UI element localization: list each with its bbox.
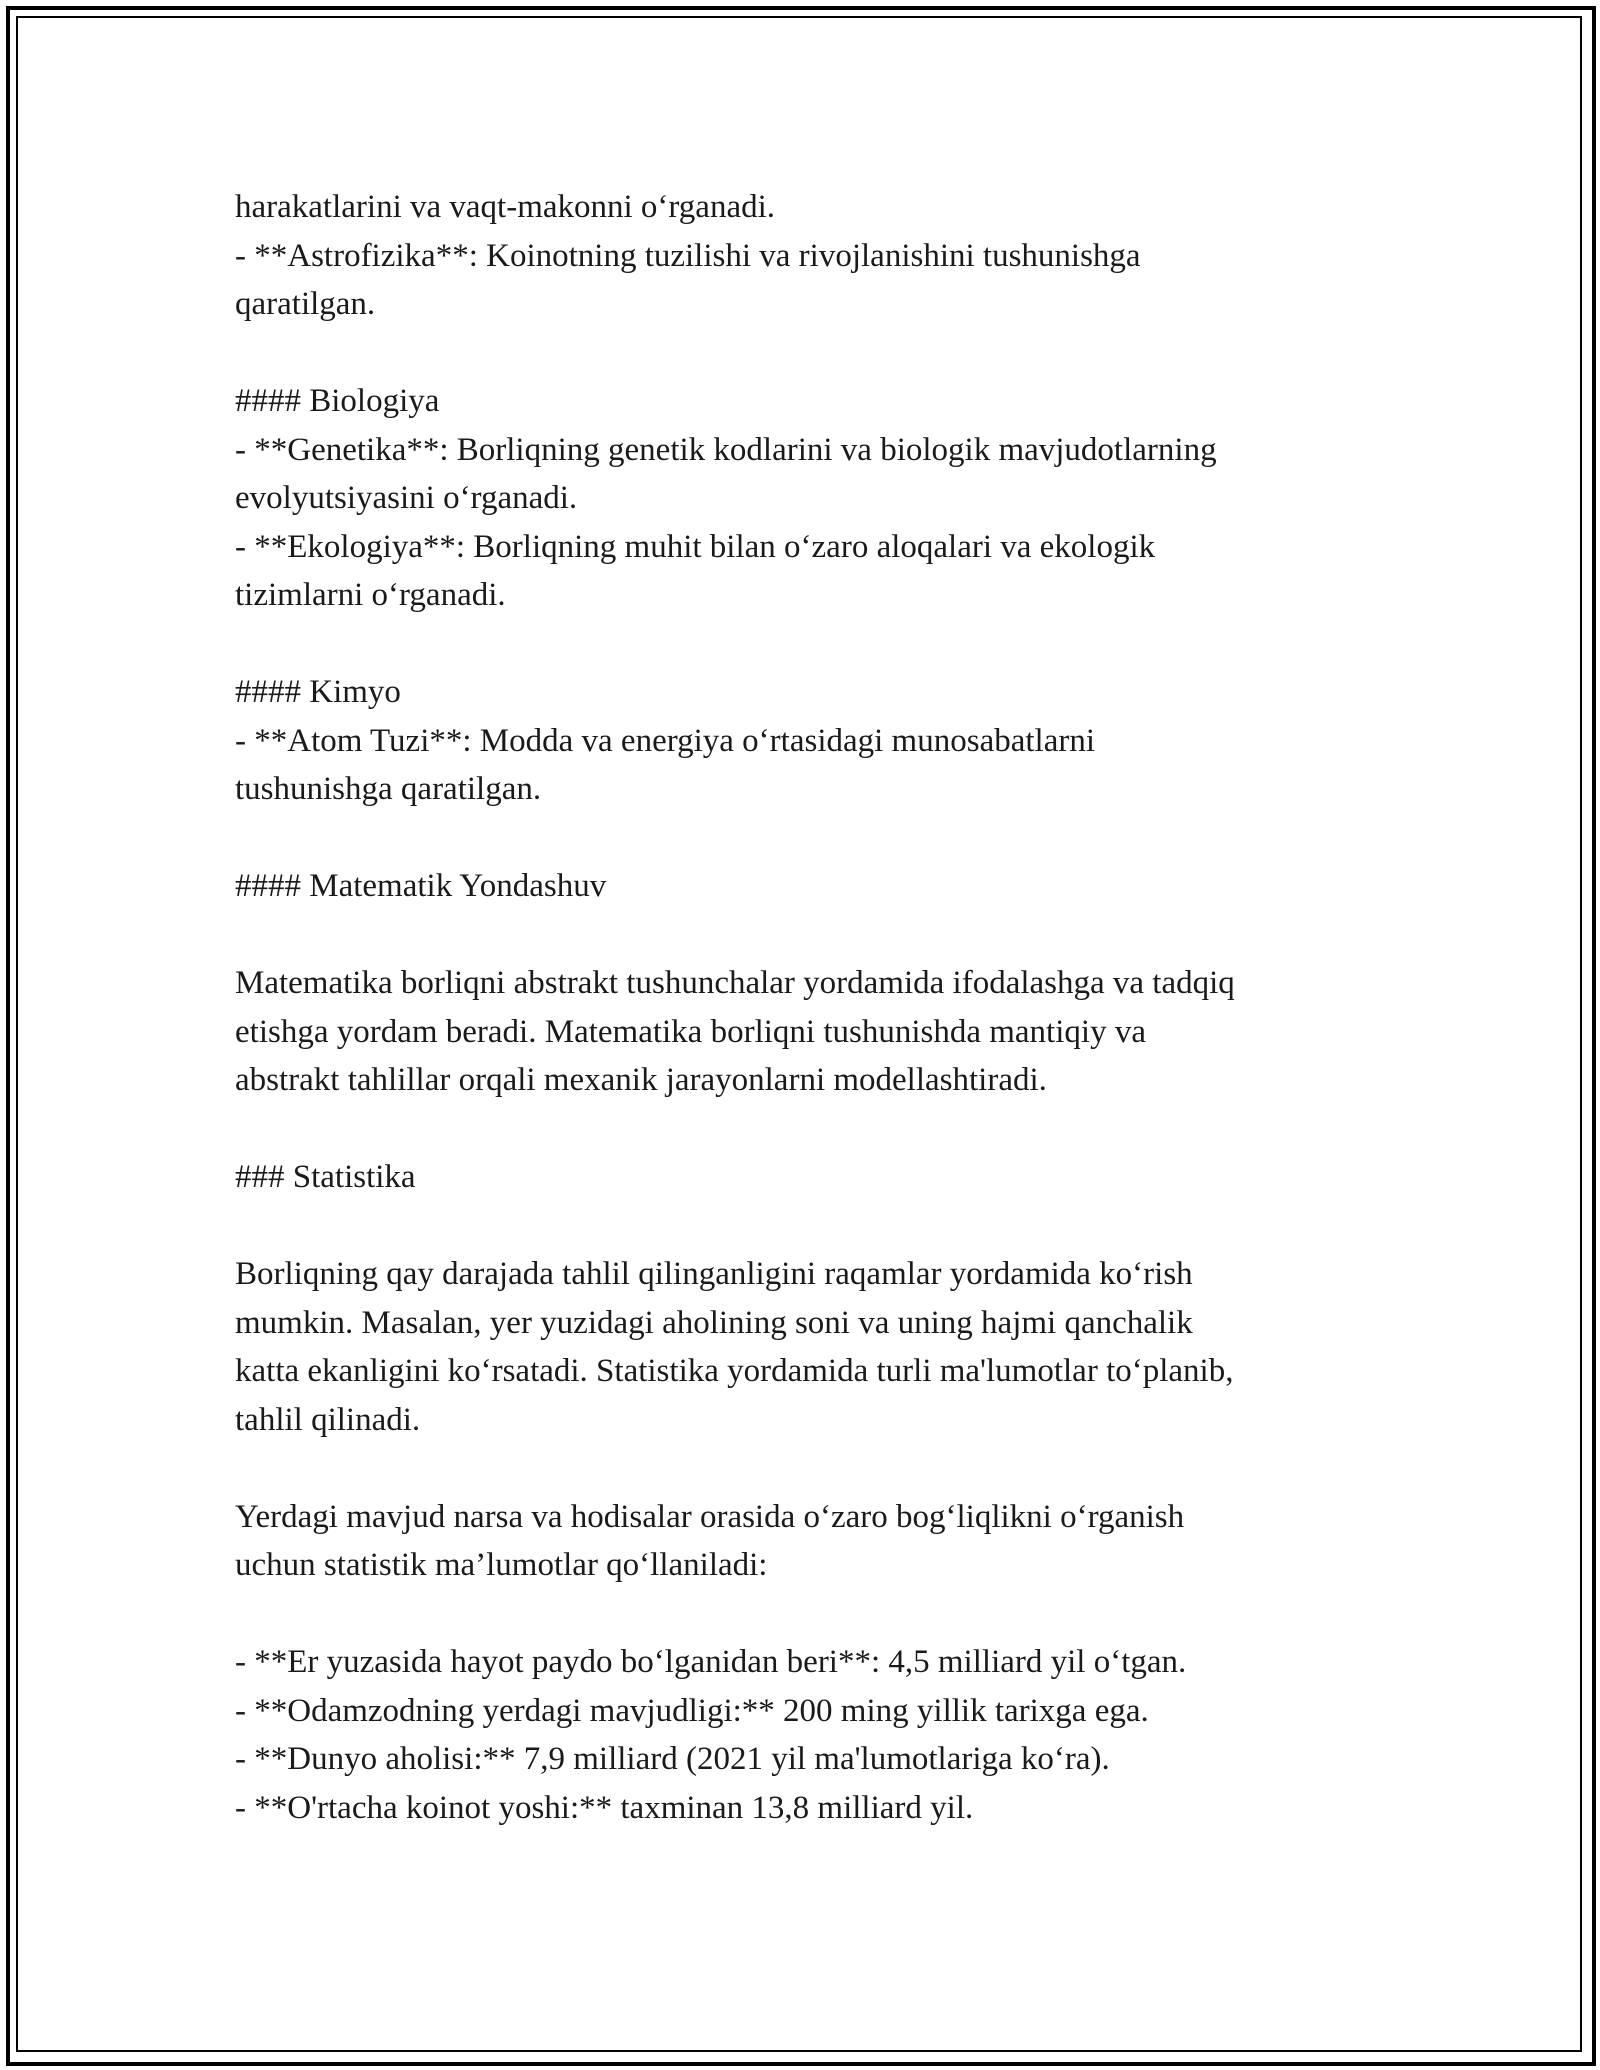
section-heading: #### Kimyo [235, 674, 401, 710]
text-line: Yerdagi mavjud narsa va hodisalar orasida o‘zaro bog‘liqlikni o‘rganish [235, 1498, 1185, 1535]
text-line: mumkin. Masalan, yer yuzidagi aholining soni va uning hajmi qanchalik [235, 1304, 1193, 1341]
list-item: - **Er yuzasida hayot paydo bo‘lganidan beri**: 4,5 milliard yil o‘tgan. [235, 1644, 1187, 1680]
text-line: evolyutsiyasini o‘rganadi. [235, 480, 578, 516]
blank-line [235, 620, 1365, 669]
text-line: katta ekanligini ko‘rsatadi. Statistika yordamida turli ma'lumotlar to‘planib, [235, 1353, 1234, 1389]
text-line: Matematika borliqni abstrakt tushunchalar yordamida ifodalashga va tadqiq [235, 965, 1235, 1001]
text-line: Borliqning qay darajada tahlil qilinganligini raqamlar yordamida ko‘rish [235, 1256, 1193, 1292]
section-heading: #### Matematik Yondashuv [235, 868, 607, 904]
text-line: tahlil qilinadi. [235, 1401, 421, 1438]
list-item: - **Odamzodning yerdagi mavjudligi:** 200 ming yillik tarixga ega. [235, 1692, 1149, 1729]
document-body [235, 183, 1365, 1832]
blank-line [235, 329, 1365, 378]
list-item: - **O'rtacha koinot yoshi:** taxminan 13,8 milliard yil. [235, 1789, 974, 1826]
blank-line [235, 1444, 1365, 1493]
text-line: tushunishga qaratilgan. [235, 771, 542, 807]
text-line: - **Ekologiya**: Borliqning muhit bilan o‘zaro aloqalari va ekologik [235, 528, 1156, 565]
blank-line [235, 1202, 1365, 1251]
blank-line [235, 814, 1365, 863]
text-line: qaratilgan. [235, 286, 376, 322]
blank-line [235, 1105, 1365, 1154]
text-line: abstrakt tahlillar orqali mexanik jarayonlarni modellashtiradi. [235, 1062, 1047, 1098]
text-line: uchun statistik ma’lumotlar qo‘llaniladi: [235, 1547, 768, 1583]
text-line: - **Genetika**: Borliqning genetik kodlarini va biologik mavjudotlarning [235, 431, 1217, 468]
text-line: - **Astrofizika**: Koinotning tuzilishi va rivojlanishini tushunishga [235, 237, 1141, 274]
section-heading: ### Statistika [235, 1159, 416, 1195]
section-heading: #### Biologiya [235, 383, 440, 419]
blank-line [235, 911, 1365, 960]
text-line: tizimlarni o‘rganadi. [235, 577, 506, 613]
text-line: - **Atom Tuzi**: Modda va energiya o‘rtasidagi munosabatlarni [235, 722, 1095, 759]
blank-line [235, 1590, 1365, 1639]
text-line: harakatlarini va vaqt-makonni o‘rganadi. [235, 189, 776, 225]
text-line: etishga yordam beradi. Matematika borliqni tushunishda mantiqiy va [235, 1013, 1146, 1050]
list-item: - **Dunyo aholisi:** 7,9 milliard (2021 yil ma'lumotlariga ko‘ra). [235, 1741, 1110, 1777]
